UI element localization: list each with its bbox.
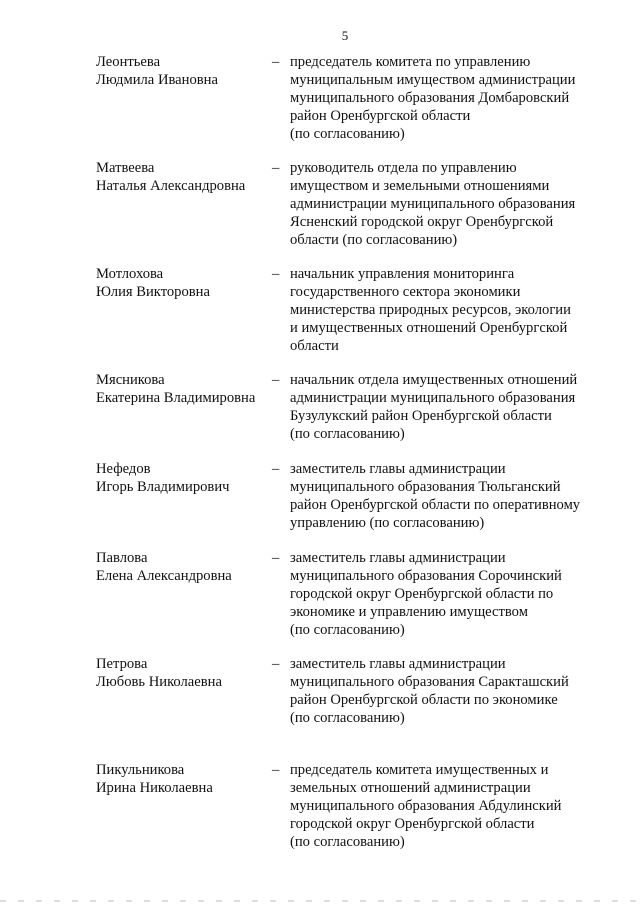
member-entry [96,549,616,655]
position-line: заместитель главы администрации [290,656,506,672]
position-line: (по согласованию) [290,426,405,442]
position-line: муниципального образования Абдулинский [290,798,562,814]
position-line: Ясненский городской округ Оренбургской [290,214,554,230]
member-given-names: Елена Александровна [96,568,232,584]
position-line: руководитель отдела по управлению [290,160,517,176]
position-line: муниципального образования Сорочинский [290,568,562,584]
member-surname: Нефедов [96,461,151,477]
member-dash: – [272,550,280,566]
member-given-names: Людмила Ивановна [96,72,218,88]
member-surname: Матвеева [96,160,155,176]
position-line: начальник отдела имущественных отношений [290,372,578,388]
member-surname: Павлова [96,550,148,566]
position-line: государственного сектора экономики [290,284,521,300]
member-surname: Пикульникова [96,762,185,778]
member-entry [96,371,616,460]
member-dash: – [272,461,280,477]
member-surname: Мясникова [96,372,165,388]
position-line: администрации муниципального образования [290,390,576,406]
position-line: район Оренбургской области по оперативному [290,497,581,513]
position-line: район Оренбургской области [290,108,471,124]
member-name [96,53,276,89]
member-entry [96,265,616,371]
member-dash: – [272,54,280,70]
member-given-names: Любовь Николаевна [96,674,222,690]
member-entry [96,53,616,159]
member-position [290,53,608,143]
member-given-names: Ирина Николаевна [96,780,213,796]
position-line: муниципального образования Домбаровский [290,90,570,106]
member-entry [96,655,616,761]
position-line: области (по согласованию) [290,232,458,248]
member-position [290,371,608,443]
member-position [290,761,608,851]
member-given-names: Екатерина Владимировна [96,390,256,406]
member-name [96,159,276,195]
position-line: муниципального образования Тюльганский [290,479,561,495]
member-name [96,549,276,585]
member-entry [96,159,616,265]
position-line: (по согласованию) [290,710,405,726]
member-given-names: Игорь Владимирович [96,479,230,495]
member-list [96,53,616,867]
position-line: муниципальным имуществом администрации [290,72,576,88]
member-surname: Леонтьева [96,54,161,70]
member-entry [96,460,616,549]
page-number: 5 [341,28,349,43]
scan-artifact [0,900,640,902]
member-dash: – [272,266,280,282]
member-dash: – [272,372,280,388]
position-line: городской округ Оренбургской области по [290,586,554,602]
position-line: начальник управления мониторинга [290,266,515,282]
member-dash: – [272,160,280,176]
position-line: имуществом и земельными отношениями [290,178,550,194]
member-position [290,460,608,532]
member-dash: – [272,762,280,778]
position-line: (по согласованию) [290,622,405,638]
member-given-names: Наталья Александровна [96,178,246,194]
member-name [96,371,276,407]
position-line: заместитель главы администрации [290,550,506,566]
member-position [290,655,608,727]
position-line: председатель комитета имущественных и [290,762,549,778]
position-line: (по согласованию) [290,834,405,850]
position-line: администрации муниципального образования [290,196,576,212]
member-position [290,265,608,355]
position-line: район Оренбургской области по экономике [290,692,558,708]
member-position [290,549,608,639]
position-line: экономике и управлению имуществом [290,604,528,620]
position-line: председатель комитета по управлению [290,54,531,70]
position-line: области [290,338,339,354]
member-name [96,655,276,691]
position-line: Бузулукский район Оренбургской области [290,408,552,424]
position-line: управлению (по согласованию) [290,515,485,531]
member-entry [96,761,616,867]
position-line: земельных отношений администрации [290,780,531,796]
member-name [96,761,276,797]
position-line: городской округ Оренбургской области [290,816,535,832]
member-surname: Мотлохова [96,266,164,282]
member-name [96,265,276,301]
member-dash: – [272,656,280,672]
member-position [290,159,608,249]
position-line: министерства природных ресурсов, экологии [290,302,571,318]
member-name [96,460,276,496]
member-given-names: Юлия Викторовна [96,284,210,300]
position-line: и имущественных отношений Оренбургской [290,320,568,336]
position-line: (по согласованию) [290,126,405,142]
position-line: муниципального образования Саракташский [290,674,569,690]
member-surname: Петрова [96,656,148,672]
position-line: заместитель главы администрации [290,461,506,477]
